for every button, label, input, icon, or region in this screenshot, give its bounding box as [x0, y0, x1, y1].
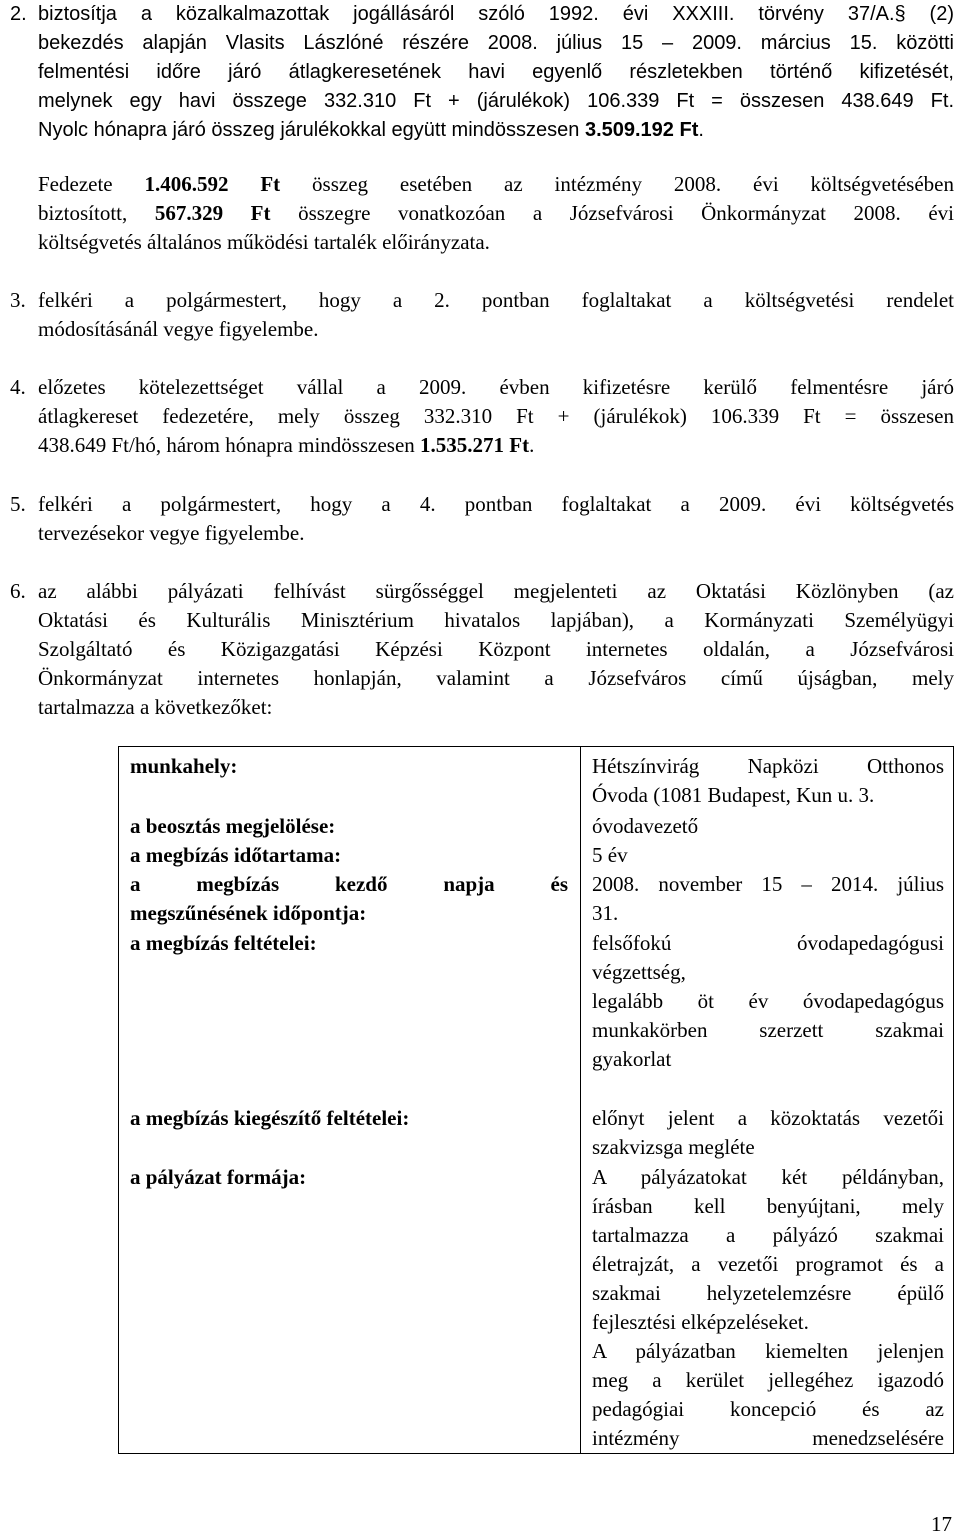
- item-line: bekezdés alapján Vlasits Lászlóné részére 2008. július 15 – 2009. március 15. közötti: [38, 32, 954, 54]
- table-divider: [580, 746, 581, 1454]
- field-value: 31.: [592, 901, 619, 925]
- item-line-text: biztosított,: [38, 201, 155, 225]
- item-line: előzetes kötelezettséget vállal a 2009. évben kifizetésre kerülő felmentésre járó: [38, 375, 954, 399]
- table-value-cell: [592, 812, 944, 841]
- field-value: tartalmazza a pályázó szakmai: [592, 1223, 944, 1247]
- amount: 1.406.592 Ft: [144, 172, 281, 196]
- item-line: felkéri a polgármestert, hogy a 2. pontban foglaltakat a költségvetési rendelet: [38, 288, 954, 312]
- field-value: munkakörben szerzett szakmai: [592, 1018, 944, 1042]
- field-value: 5 év: [592, 843, 628, 867]
- field-value: írásban kell benyújtani, mely: [592, 1194, 944, 1218]
- item-line: Önkormányzat internetes honlapján, valamint a Józsefváros című újságban, mely: [38, 666, 954, 690]
- item-number: 4.: [10, 375, 26, 399]
- field-value: gyakorlat: [592, 1047, 672, 1071]
- field-value: felsőfokú óvodapedagógusi: [592, 931, 944, 955]
- total-amount: 1.535.271 Ft: [420, 433, 530, 457]
- item-line: tartalmazza a következőket:: [38, 695, 273, 719]
- field-label: munkahely:: [130, 754, 238, 778]
- item-line: Oktatási és Kulturális Minisztérium hivatalos lapjában), a Kormányzati Személyügyi: [38, 608, 954, 632]
- field-value: szakmai helyzetelemzésre épülő: [592, 1281, 944, 1305]
- field-label: a beosztás megjelölése:: [130, 814, 336, 838]
- table-value-cell: [592, 870, 944, 928]
- field-value: A pályázatban kiemelten jelenjen: [592, 1339, 944, 1363]
- table-label-cell: [130, 929, 568, 958]
- table-label-cell: [130, 812, 568, 841]
- table-label-cell: [130, 1104, 568, 1133]
- field-value: Óvoda (1081 Budapest, Kun u. 3.: [592, 783, 875, 807]
- table-value-cell: [592, 752, 944, 810]
- field-value: pedagógiai koncepció és az: [592, 1397, 944, 1421]
- item-line-text: összegre vonatkozóan a Józsefvárosi Önkormányzat 2008. évi: [270, 201, 954, 225]
- field-value: életrajzát, a vezetői programot és a: [592, 1252, 944, 1276]
- item-line: Szolgáltató és Közigazgatási Képzési Központ internetes oldalán, a Józsefvárosi: [38, 637, 954, 661]
- field-label: a megbízás kiegészítő feltételei:: [130, 1106, 410, 1130]
- table-value-cell: [592, 929, 944, 1074]
- item-line-text: 438.649 Ft/hó, három hónapra mindösszesen: [38, 433, 421, 457]
- field-value: 2008. november 15 – 2014. július: [592, 872, 944, 896]
- field-label: a pályázat formája:: [130, 1165, 307, 1189]
- item-line-text: .: [698, 119, 704, 141]
- item-line: költségvetés általános működési tartalék előirányzata.: [38, 230, 490, 254]
- item-line: felmentési időre járó átlagkeresetének havi egyenlő részletekben történő kifizetését,: [38, 61, 954, 83]
- table-value-cell: [592, 841, 944, 870]
- item-line: [38, 116, 954, 145]
- field-label: a megbízás kezdő napja és: [130, 872, 568, 896]
- field-value: intézmény menedzselésére: [592, 1426, 944, 1450]
- job-posting-table: [118, 746, 954, 1454]
- item-line-text: .: [529, 433, 535, 457]
- item-line: melynek egy havi összege 332.310 Ft + (járulékok) 106.339 Ft = összesen 438.649 Ft.: [38, 90, 954, 112]
- table-label-cell: [130, 870, 568, 928]
- item-line: [38, 431, 954, 460]
- field-label: megszűnésének időpontja:: [130, 901, 367, 925]
- item-line: felkéri a polgármestert, hogy a 4. pontban foglaltakat a 2009. évi költségvetés: [38, 492, 954, 516]
- field-value: fejlesztési elképzeléseket.: [592, 1310, 809, 1334]
- total-amount: 3.509.192 Ft: [584, 119, 699, 141]
- item-line: biztosítja a közalkalmazottak jogállásáról szóló 1992. évi XXXIII. törvény 37/A.§ (2): [38, 3, 954, 25]
- field-label: a megbízás időtartama:: [130, 843, 342, 867]
- item-number: 2.: [10, 3, 27, 25]
- field-value: óvodavezető: [592, 814, 699, 838]
- field-value: előnyt jelent a közoktatás vezetői: [592, 1106, 944, 1130]
- item-line-text: Fedezete: [38, 172, 145, 196]
- item-number: 6.: [10, 579, 26, 603]
- table-label-cell: [130, 1163, 568, 1192]
- item-number: 5.: [10, 492, 26, 516]
- field-value: A pályázatokat két példányban,: [592, 1165, 944, 1189]
- item-number: 3.: [10, 288, 26, 312]
- item-line: [38, 199, 954, 228]
- table-label-cell: [130, 752, 568, 781]
- field-value: Hétszínvirág Napközi Otthonos: [592, 754, 944, 778]
- item-line-text: összeg esetében az intézmény 2008. évi költségvetésében: [280, 172, 954, 196]
- item-line: módosításánál vegye figyelembe.: [38, 317, 319, 341]
- field-value: meg a kerület jellegéhez igazodó: [592, 1368, 944, 1392]
- field-label: a megbízás feltételei:: [130, 931, 317, 955]
- item-line: tervezésekor vegye figyelembe.: [38, 521, 305, 545]
- item-line: átlagkereset fedezetére, mely összeg 332.310 Ft + (járulékok) 106.339 Ft = összesen: [38, 404, 954, 428]
- item-line: [38, 170, 954, 199]
- item-line: az alábbi pályázati felhívást sürgősséggel megjelenteti az Oktatási Közlönyben (az: [38, 579, 954, 603]
- table-label-cell: [130, 841, 568, 870]
- page-number: 17: [931, 1512, 952, 1536]
- amount: 567.329 Ft: [154, 201, 271, 225]
- table-value-cell: [592, 1104, 944, 1162]
- table-value-cell: [592, 1163, 944, 1453]
- field-value: legalább öt év óvodapedagógus: [592, 989, 944, 1013]
- field-value: végzettség,: [592, 960, 686, 984]
- field-value: szakvizsga megléte: [592, 1135, 755, 1159]
- item-line-text: Nyolc hónapra járó összeg járulékokkal együtt mindösszesen: [38, 119, 585, 141]
